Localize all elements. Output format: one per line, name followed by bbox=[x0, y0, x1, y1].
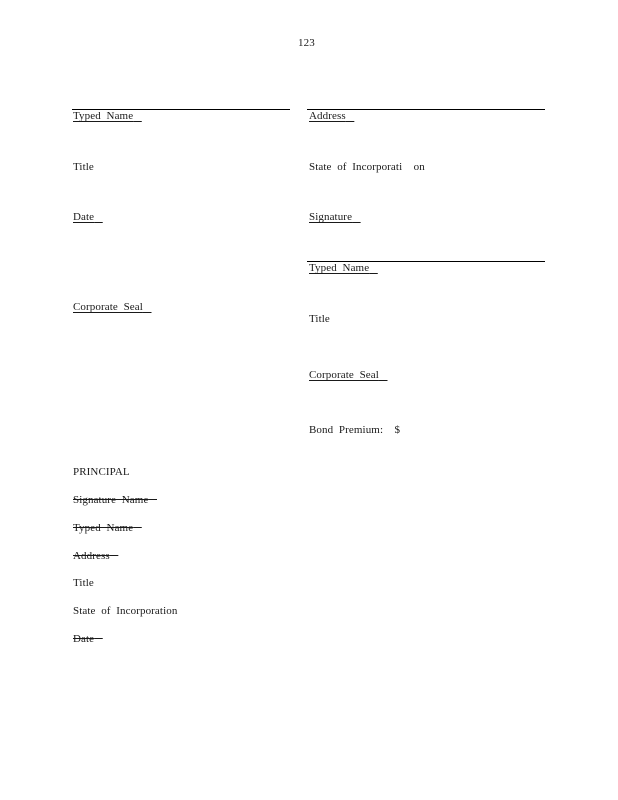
principal-typed-name-label: Typed Name bbox=[73, 522, 134, 534]
bond-premium-label: Bond Premium: $ bbox=[309, 424, 401, 436]
right-corporate-seal-label: Corporate Seal bbox=[309, 369, 379, 381]
right-title-label: Title bbox=[309, 313, 330, 325]
right-state-of-incorporation-label: State of Incorporati on bbox=[309, 161, 425, 173]
principal-state-of-incorporation-label: State of Incorporation bbox=[73, 605, 178, 617]
right-typed-name-label: Typed Name bbox=[309, 262, 370, 274]
left-date-label: Date bbox=[73, 211, 95, 223]
page-number: 123 bbox=[298, 37, 315, 49]
right-signature-label: Signature bbox=[309, 211, 353, 223]
left-corporate-seal-label: Corporate Seal bbox=[73, 301, 143, 313]
left-title-label: Title bbox=[73, 161, 94, 173]
principal-title-label: Title bbox=[73, 577, 94, 589]
principal-address-label: Address bbox=[73, 550, 110, 562]
principal-signature-name-label: Signature Name bbox=[73, 494, 149, 506]
principal-date-label: Date bbox=[73, 633, 95, 645]
right-address-label: Address bbox=[309, 110, 346, 122]
principal-heading: PRINCIPAL bbox=[73, 466, 130, 478]
left-typed-name-label: Typed Name bbox=[73, 110, 134, 122]
